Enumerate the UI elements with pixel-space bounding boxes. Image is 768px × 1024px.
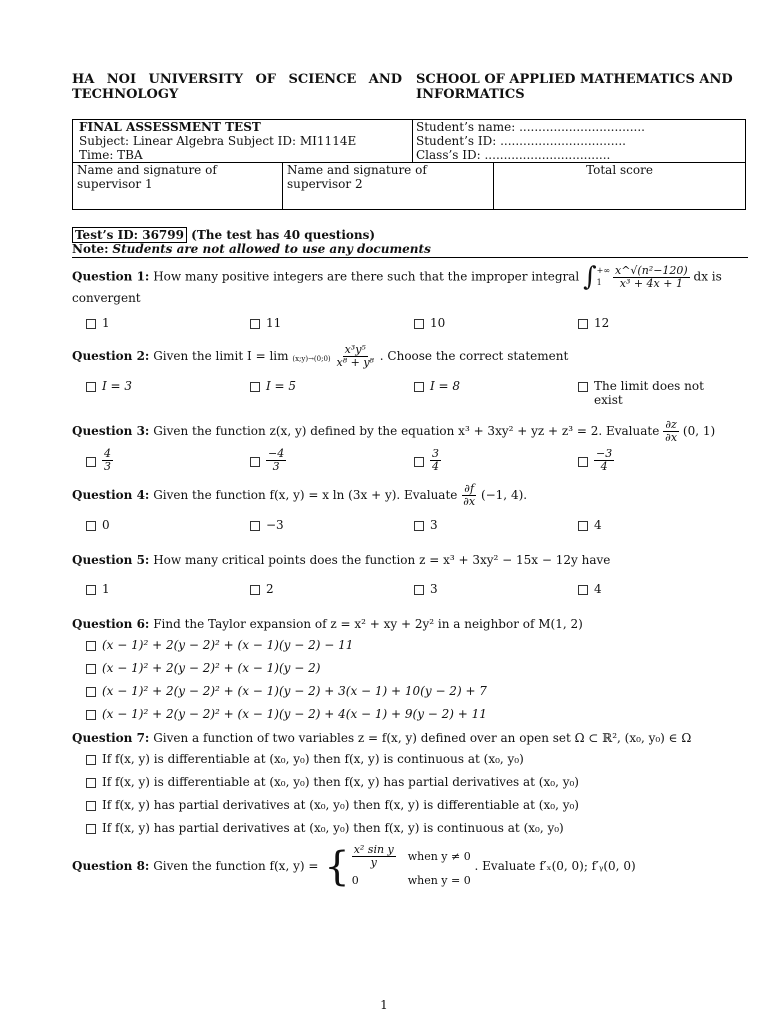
option-text: The limit does not exist xyxy=(594,379,704,407)
supervisor2-cell: Name and signature of supervisor 2 xyxy=(283,163,494,209)
option-text: 1 xyxy=(102,582,110,596)
option-text: 4 xyxy=(594,518,602,532)
fraction-denominator: y xyxy=(370,856,377,869)
school-name: SCHOOL OF APPLIED MATHEMATICS AND INFORMATICS xyxy=(416,72,733,102)
question-count: (The test has 40 questions) xyxy=(191,228,376,242)
question-tail: . Evaluate f′ₓ(0, 0); f′ᵧ(0, 0) xyxy=(474,859,636,873)
test-title: FINAL ASSESSMENT TEST xyxy=(79,120,261,134)
student-id-field: Student’s ID: ................................. xyxy=(416,134,626,148)
option[interactable] xyxy=(578,316,742,330)
checkbox-icon[interactable] xyxy=(86,687,96,697)
question-text: How many positive integers are there such that the improper integral xyxy=(153,269,580,284)
fraction-denominator: ∂x xyxy=(665,431,678,444)
checkbox-icon[interactable] xyxy=(250,382,260,392)
total-score-cell: Total score xyxy=(586,163,653,177)
option-text: 0 xyxy=(102,518,110,532)
question-tail: dx is convergent xyxy=(72,269,722,305)
option[interactable] xyxy=(414,518,578,532)
option-text: 1 xyxy=(102,316,110,330)
checkbox-icon[interactable] xyxy=(578,457,588,467)
checkbox-icon[interactable] xyxy=(86,521,96,531)
checkbox-icon[interactable] xyxy=(578,521,588,531)
option-text: 12 xyxy=(594,316,610,330)
checkbox-icon[interactable] xyxy=(86,585,96,595)
limit-subscript: (x;y)→(0;0) xyxy=(292,355,331,363)
option[interactable] xyxy=(86,661,748,675)
question-text: Given the function z(x, y) defined by the equation x³ + 3xy² + yz + z³ = 2. Evaluate xyxy=(153,424,660,438)
options-q3 xyxy=(86,448,748,473)
note-label: Note: xyxy=(72,242,109,256)
question-tail: . Choose the correct statement xyxy=(379,349,569,363)
checkbox-icon[interactable] xyxy=(414,319,424,329)
fraction-numerator: ∂f xyxy=(464,482,475,495)
fraction-denominator: ∂x xyxy=(463,495,476,508)
option-text: If f(x, y) has partial derivatives at (x₀, y₀) then f(x, y) is continuous at (x₀, y₀) xyxy=(102,821,564,835)
integral-upper-limit: +∞ xyxy=(596,266,610,275)
fraction-numerator: x³y⁵ xyxy=(344,343,366,356)
option[interactable] xyxy=(86,707,748,721)
subject-line: Subject: Linear Algebra Subject ID: MI1114E xyxy=(79,134,357,148)
info-table xyxy=(72,119,746,210)
option-text: (x − 1)² + 2(y − 2)² + (x − 1)(y − 2) + 4(x − 1) + 9(y − 2) + 11 xyxy=(102,707,487,721)
checkbox-icon[interactable] xyxy=(250,521,260,531)
fraction-numerator: x^√(n²−120) xyxy=(614,263,688,277)
case-condition: when y = 0 xyxy=(407,874,471,887)
options-q6 xyxy=(86,638,748,721)
supervisor1-cell: Name and signature of supervisor 1 xyxy=(73,163,283,209)
option-text: If f(x, y) is differentiable at (x₀, y₀) then f(x, y) has partial derivatives at (x₀, y₀) xyxy=(102,775,579,789)
note-text: Students are not allowed to use any documents xyxy=(112,242,431,256)
question-label: Question 4: xyxy=(72,488,150,502)
option-text: 2 xyxy=(266,582,274,596)
question-label: Question 7: xyxy=(72,731,150,745)
fraction-numerator: x² sin y xyxy=(353,843,394,856)
question-tail: (0, 1) xyxy=(682,424,716,438)
option[interactable] xyxy=(86,638,748,652)
time-line: Time: TBA xyxy=(79,148,143,162)
option-text: 3 xyxy=(430,582,438,596)
university-name: HA NOI UNIVERSITY OF SCIENCE AND TECHNOLOGY xyxy=(72,72,402,102)
option[interactable] xyxy=(86,684,748,698)
options-q2 xyxy=(86,379,748,407)
options-q4 xyxy=(86,518,748,532)
option[interactable] xyxy=(86,821,748,835)
question-text: Given the limit I = lim xyxy=(153,349,289,363)
option[interactable] xyxy=(414,582,578,596)
option[interactable]: $\frac{-4}{3}$ xyxy=(250,448,414,473)
integral: ∫ +∞ 1 $\frac{\text{x\textasciicircum{}√(n²−120)}}{\text{x³ + 4x + 1}}$ xyxy=(583,262,688,292)
question-3 xyxy=(72,419,748,444)
integral-lower-limit: 1 xyxy=(596,278,602,287)
question-5 xyxy=(72,552,748,568)
question-text: Given the function f(x, y) = xyxy=(153,859,319,873)
option-text: I = 8 xyxy=(430,379,461,393)
checkbox-icon[interactable] xyxy=(86,824,96,834)
student-name-field: Student’s name: ................................. xyxy=(416,120,645,134)
option[interactable] xyxy=(578,518,742,532)
question-7 xyxy=(72,730,748,746)
question-6 xyxy=(72,616,748,632)
option[interactable] xyxy=(86,518,250,532)
option-text: I = 3 xyxy=(102,379,133,393)
fraction-denominator: x³ + 4x + 1 xyxy=(619,276,683,290)
test-id: Test’s ID: 36799 xyxy=(72,227,187,243)
checkbox-icon[interactable] xyxy=(86,457,96,467)
class-id-field: Class’s ID: ................................. xyxy=(416,148,611,162)
checkbox-icon[interactable] xyxy=(86,641,96,651)
option[interactable]: $\frac{4}{3}$ xyxy=(86,448,250,473)
question-text: Given a function of two variables z = f(x, y) defined over an open set Ω ⊂ ℝ², (x₀, y₀) ∈ Ω xyxy=(153,731,692,745)
question-text: Find the Taylor expansion of z = x² + xy + 2y² in a neighbor of M(1, 2) xyxy=(153,617,583,631)
checkbox-icon[interactable] xyxy=(414,382,424,392)
checkbox-icon[interactable] xyxy=(578,585,588,595)
option-text: 3 xyxy=(430,518,438,532)
checkbox-icon[interactable] xyxy=(250,457,260,467)
options-q1 xyxy=(86,316,748,330)
option-text: 4 xyxy=(594,582,602,596)
checkbox-icon[interactable] xyxy=(86,382,96,392)
question-4 xyxy=(72,483,748,508)
option-text: 11 xyxy=(266,316,282,330)
option[interactable]: $\frac{-3}{4}$ xyxy=(578,448,742,473)
option[interactable] xyxy=(86,798,748,812)
checkbox-icon[interactable] xyxy=(414,585,424,595)
header xyxy=(72,72,748,102)
option-text: If f(x, y) is differentiable at (x₀, y₀) then f(x, y) is continuous at (x₀, y₀) xyxy=(102,752,524,766)
checkbox-icon[interactable] xyxy=(86,801,96,811)
question-label: Question 5: xyxy=(72,553,150,567)
fraction-numerator: ∂z xyxy=(665,418,677,431)
question-text: How many critical points does the function z = x³ + 3xy² − 15x − 12y have xyxy=(153,553,611,567)
page-number: 1 xyxy=(380,998,388,1012)
exam-page xyxy=(72,72,748,889)
checkbox-icon[interactable] xyxy=(86,778,96,788)
options-q7 xyxy=(86,752,748,835)
option[interactable] xyxy=(86,379,250,407)
checkbox-icon[interactable] xyxy=(86,755,96,765)
case-value: 0 xyxy=(351,874,359,887)
checkbox-icon[interactable] xyxy=(86,710,96,720)
checkbox-icon[interactable] xyxy=(414,521,424,531)
option[interactable] xyxy=(414,379,578,407)
option-text: (x − 1)² + 2(y − 2)² + (x − 1)(y − 2) xyxy=(102,661,321,675)
checkbox-icon[interactable] xyxy=(578,319,588,329)
option[interactable] xyxy=(414,316,578,330)
option-text: −3 xyxy=(266,518,284,532)
option[interactable] xyxy=(86,316,250,330)
option-text: I = 5 xyxy=(266,379,297,393)
option[interactable] xyxy=(86,582,250,596)
test-id-line xyxy=(72,228,748,242)
option[interactable] xyxy=(86,775,748,789)
checkbox-icon[interactable] xyxy=(414,457,424,467)
option[interactable] xyxy=(578,379,742,407)
checkbox-icon[interactable] xyxy=(578,382,588,392)
case-condition: when y ≠ 0 xyxy=(407,849,471,863)
question-8 xyxy=(72,844,748,889)
checkbox-icon[interactable] xyxy=(86,319,96,329)
fraction-denominator: x⁸ + y⁸ xyxy=(336,356,374,369)
option[interactable] xyxy=(250,518,414,532)
checkbox-icon[interactable] xyxy=(86,664,96,674)
option-text: (x − 1)² + 2(y − 2)² + (x − 1)(y − 2) − 11 xyxy=(102,638,354,652)
question-label: Question 8: xyxy=(72,859,150,873)
option[interactable] xyxy=(250,316,414,330)
question-2 xyxy=(72,344,748,369)
options-q5 xyxy=(86,582,748,596)
option-text: If f(x, y) has partial derivatives at (x₀, y₀) then f(x, y) is differentiable at (x₀, y₀) xyxy=(102,798,579,812)
option[interactable] xyxy=(578,582,742,596)
question-tail: (−1, 4). xyxy=(480,488,528,502)
note-line xyxy=(72,242,748,258)
option[interactable]: $\frac{3}{4}$ xyxy=(414,448,578,473)
option[interactable] xyxy=(250,379,414,407)
question-label: Question 3: xyxy=(72,424,150,438)
checkbox-icon[interactable] xyxy=(250,319,260,329)
question-1 xyxy=(72,264,748,306)
option-text: (x − 1)² + 2(y − 2)² + (x − 1)(y − 2) + 3(x − 1) + 10(y − 2) + 7 xyxy=(102,684,487,698)
piecewise-function: { $\frac{\text{x² sin y}}{y}$ when y ≠ 0 0 when y = 0 xyxy=(324,843,471,890)
question-text: Given the function f(x, y) = x ln (3x + y). Evaluate xyxy=(153,488,458,502)
option-text: 10 xyxy=(430,316,446,330)
option[interactable] xyxy=(86,752,748,766)
option[interactable] xyxy=(250,582,414,596)
checkbox-icon[interactable] xyxy=(250,585,260,595)
question-label: Question 1: xyxy=(72,269,150,284)
question-label: Question 6: xyxy=(72,617,150,631)
question-label: Question 2: xyxy=(72,349,150,363)
